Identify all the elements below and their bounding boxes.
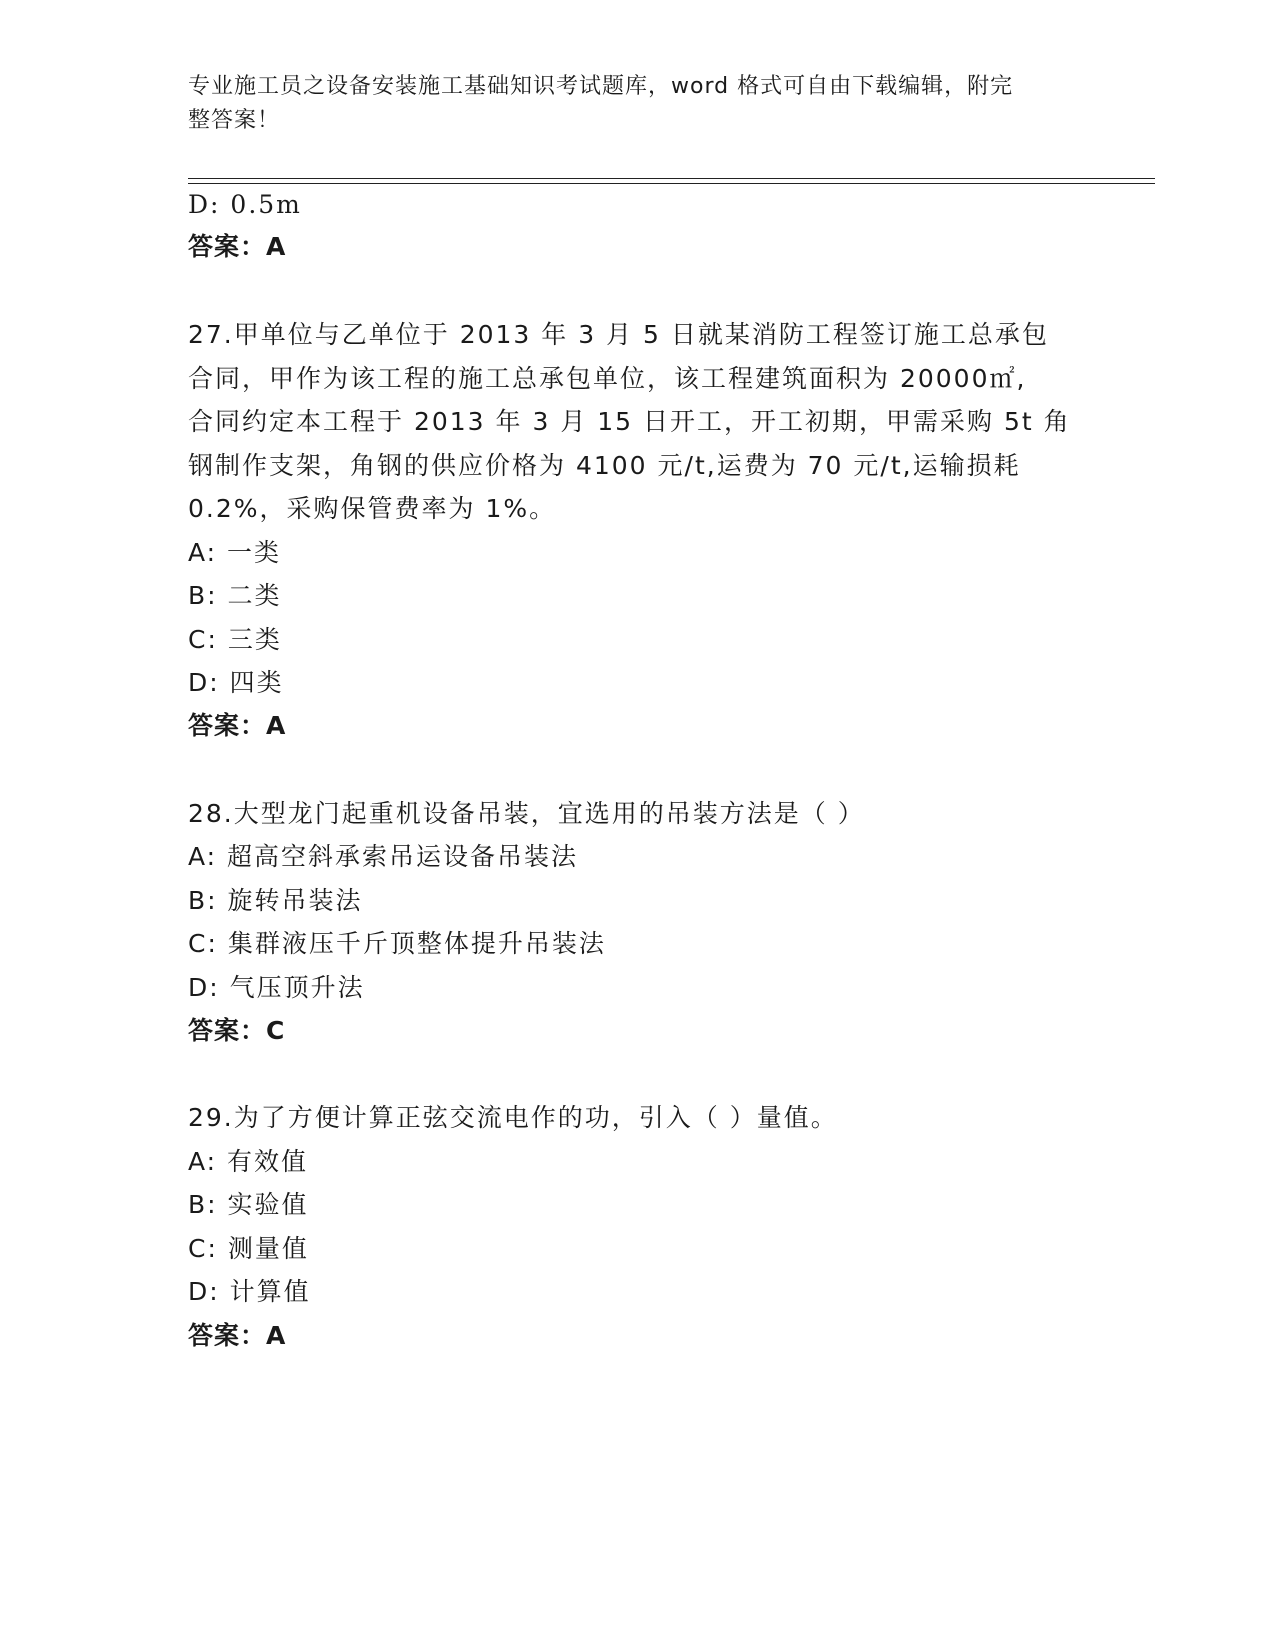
q28-option-d: D: 气压顶升法 [188,973,365,1002]
q29-option-b: B: 实验值 [188,1190,309,1219]
q28-option-c: C: 集群液压千斤顶整体提升吊装法 [188,929,606,958]
header-divider-bottom [188,183,1155,184]
header-divider-top [188,178,1155,179]
q29-answer: 答案：A [188,1321,287,1350]
q27-answer: 答案：A [188,711,287,740]
q27-text-line-5: 0.2%，采购保管费率为 1%。 [188,494,557,523]
q28-option-b: B: 旋转吊装法 [188,886,363,915]
prev-option-d: D: 0.5m [188,190,302,219]
q29-text-line-1: 29.为了方便计算正弦交流电作的功，引入（ ）量值。 [188,1103,838,1132]
q27-option-c: C: 三类 [188,625,282,654]
q29-option-c: C: 测量值 [188,1234,309,1263]
q29-option-a: A: 有效值 [188,1147,309,1176]
q27-option-b: B: 二类 [188,581,282,610]
q28-text-line-1: 28.大型龙门起重机设备吊装，宜选用的吊装方法是（ ） [188,799,865,828]
prev-answer: 答案：A [188,232,287,261]
q27-text-line-3: 合同约定本工程于 2013 年 3 月 15 日开工，开工初期，甲需采购 5t 角 [188,407,1071,436]
q27-option-d: D: 四类 [188,668,284,697]
page-header [188,70,1068,138]
q27-text-line-2: 合同，甲作为该工程的施工总承包单位，该工程建筑面积为 20000㎡, [188,364,1027,393]
q29-option-d: D: 计算值 [188,1277,311,1306]
header-line-1: 专业施工员之设备安装施工基础知识考试题库，word 格式可自由下载编辑，附完 [188,74,1014,99]
q27-text-line-4: 钢制作支架，角钢的供应价格为 4100 元/t,运费为 70 元/t,运输损耗 [188,451,1021,480]
q28-option-a: A: 超高空斜承索吊运设备吊装法 [188,842,579,871]
header-line-2: 整答案！ [188,108,281,133]
q28-answer: 答案：C [188,1016,286,1045]
q27-text-line-1: 27.甲单位与乙单位于 2013 年 3 月 5 日就某消防工程签订施工总承包 [188,320,1049,349]
q27-option-a: A: 一类 [188,538,282,567]
